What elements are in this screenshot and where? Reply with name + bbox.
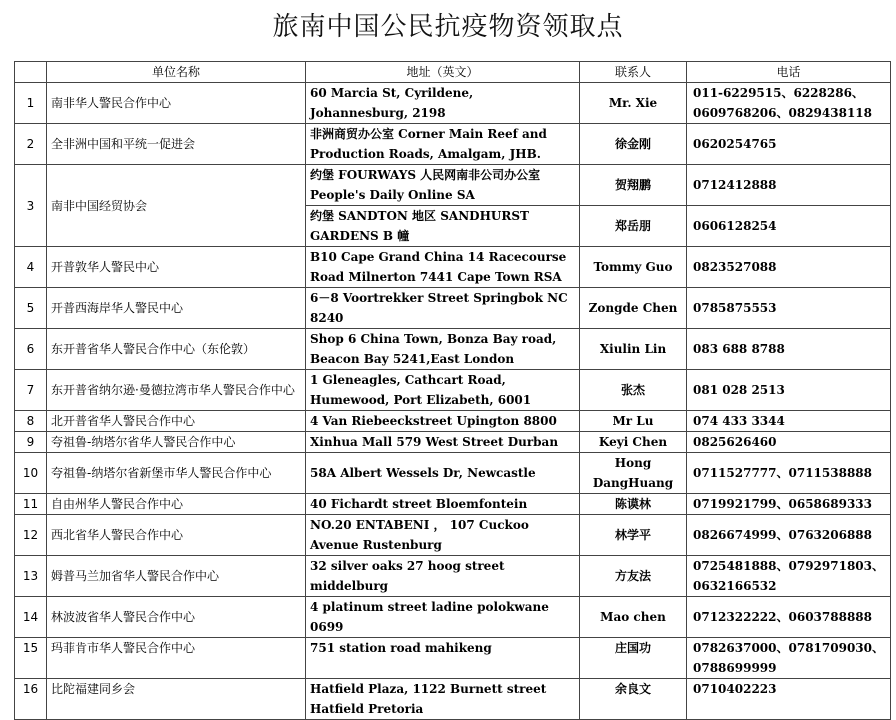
unit-name: 夸祖鲁-纳塔尔省新堡市华人警民合作中心: [47, 453, 306, 494]
unit-name: 比陀福建同乡会: [47, 679, 306, 720]
phone: 0620254765: [687, 124, 891, 165]
contact-person: Hong DangHuang: [580, 453, 687, 494]
table-row: [15, 165, 891, 206]
row-number: 4: [15, 247, 47, 288]
phone: 0785875553: [687, 288, 891, 329]
row-number: 9: [15, 432, 47, 453]
row-number: 1: [15, 83, 47, 124]
contact-person: 张杰: [580, 370, 687, 411]
unit-name: 西北省华人警民合作中心: [47, 515, 306, 556]
row-number: 8: [15, 411, 47, 432]
address: 1 Gleneagles, Cathcart Road, Humewood, Port Elizabeth, 6001: [306, 370, 580, 411]
header-address: 地址（英文）: [306, 62, 580, 83]
unit-name: 姆普马兰加省华人警民合作中心: [47, 556, 306, 597]
phone: 0782637000、0781709030、0788699999: [687, 638, 891, 679]
unit-name: 东开普省纳尔逊·曼德拉湾市华人警民合作中心: [47, 370, 306, 411]
address: Xinhua Mall 579 West Street Durban: [306, 432, 580, 453]
phone: 0712322222、0603788888: [687, 597, 891, 638]
contact-person: Tommy Guo: [580, 247, 687, 288]
phone: 0606128254: [687, 206, 891, 247]
row-number: 14: [15, 597, 47, 638]
contact-person: Xiulin Lin: [580, 329, 687, 370]
address: Hatfield Plaza, 1122 Burnett street Hatfield Pretoria: [306, 679, 580, 720]
address: 40 Fichardt street Bloemfontein: [306, 494, 580, 515]
table-row: [15, 83, 891, 124]
table-row: [15, 679, 891, 720]
row-number: 12: [15, 515, 47, 556]
table-row: [15, 597, 891, 638]
row-number: 13: [15, 556, 47, 597]
contact-person: 贺翔鹏: [580, 165, 687, 206]
address: 4 platinum street ladine polokwane 0699: [306, 597, 580, 638]
phone: 0719921799、0658689333: [687, 494, 891, 515]
address: 非洲商贸办公室 Corner Main Reef and Production Roads, Amalgam, JHB.: [306, 124, 580, 165]
table-row: [15, 638, 891, 679]
row-number: 6: [15, 329, 47, 370]
table-row: [15, 494, 891, 515]
address: NO.20 ENTABENI ， 107 Cuckoo Avenue Rustenburg: [306, 515, 580, 556]
table-row: [15, 432, 891, 453]
contact-person: 林学平: [580, 515, 687, 556]
table-row: [15, 288, 891, 329]
address: 4 Van Riebeeckstreet Upington 8800: [306, 411, 580, 432]
contact-person: 方友法: [580, 556, 687, 597]
address: 约堡 FOURWAYS 人民网南非公司办公室 People's Daily Online SA: [306, 165, 580, 206]
contact-person: 庄国功: [580, 638, 687, 679]
unit-name: 南非华人警民合作中心: [47, 83, 306, 124]
phone: 081 028 2513: [687, 370, 891, 411]
row-number: 16: [15, 679, 47, 720]
table-row: [15, 247, 891, 288]
unit-name: 玛菲肯市华人警民合作中心: [47, 638, 306, 679]
address: 约堡 SANDTON 地区 SANDHURST GARDENS B 幢: [306, 206, 580, 247]
contact-person: 徐金刚: [580, 124, 687, 165]
address: B10 Cape Grand China 14 Racecourse Road Milnerton 7441 Cape Town RSA: [306, 247, 580, 288]
header-phone: 电话: [687, 62, 891, 83]
contact-person: 郑岳朋: [580, 206, 687, 247]
contact-person: Mr. Xie: [580, 83, 687, 124]
contact-person: Mr Lu: [580, 411, 687, 432]
table-header-row: [15, 62, 891, 83]
address: 6－8 Voortrekker Street Springbok NC 8240: [306, 288, 580, 329]
unit-name: 全非洲中国和平统一促进会: [47, 124, 306, 165]
contact-person: 陈谟林: [580, 494, 687, 515]
address: Shop 6 China Town, Bonza Bay road, Beacon Bay 5241,East London: [306, 329, 580, 370]
table-row: [15, 453, 891, 494]
phone: 0825626460: [687, 432, 891, 453]
row-number: 3: [15, 165, 47, 247]
unit-name: 开普敦华人警民中心: [47, 247, 306, 288]
table-row: [15, 411, 891, 432]
address: 751 station road mahikeng: [306, 638, 580, 679]
phone: 0823527088: [687, 247, 891, 288]
phone: 0712412888: [687, 165, 891, 206]
row-number: 15: [15, 638, 47, 679]
unit-name: 南非中国经贸协会: [47, 165, 306, 247]
contact-person: Mao chen: [580, 597, 687, 638]
header-contact: 联系人: [580, 62, 687, 83]
row-number: 5: [15, 288, 47, 329]
phone: 0710402223: [687, 679, 891, 720]
phone: 011-6229515、6228286、0609768206、0829438118: [687, 83, 891, 124]
unit-name: 开普西海岸华人警民中心: [47, 288, 306, 329]
address: 60 Marcia St, Cyrildene, Johannesburg, 2198: [306, 83, 580, 124]
address: 58A Albert Wessels Dr, Newcastle: [306, 453, 580, 494]
contact-person: Zongde Chen: [580, 288, 687, 329]
page-title: 旅南中国公民抗疫物资领取点: [272, 12, 624, 42]
unit-name: 自由州华人警民合作中心: [47, 494, 306, 515]
distribution-points-table: [14, 61, 891, 720]
row-number: 2: [15, 124, 47, 165]
header-unit: 单位名称: [47, 62, 306, 83]
phone: 074 433 3344: [687, 411, 891, 432]
row-number: 10: [15, 453, 47, 494]
unit-name: 东开普省华人警民合作中心（东伦敦）: [47, 329, 306, 370]
unit-name: 林波波省华人警民合作中心: [47, 597, 306, 638]
phone: 0826674999、0763206888: [687, 515, 891, 556]
unit-name: 夸祖鲁-纳塔尔省华人警民合作中心: [47, 432, 306, 453]
header-index: [15, 62, 47, 83]
phone: 0711527777、0711538888: [687, 453, 891, 494]
row-number: 7: [15, 370, 47, 411]
phone: 0725481888、0792971803、0632166532: [687, 556, 891, 597]
contact-person: Keyi Chen: [580, 432, 687, 453]
phone: 083 688 8788: [687, 329, 891, 370]
table-row: [15, 556, 891, 597]
unit-name: 北开普省华人警民合作中心: [47, 411, 306, 432]
contact-person: 余良文: [580, 679, 687, 720]
table-row: [15, 329, 891, 370]
table-row: [15, 370, 891, 411]
table-row: [15, 515, 891, 556]
row-number: 11: [15, 494, 47, 515]
address: 32 silver oaks 27 hoog street middelburg: [306, 556, 580, 597]
table-row: [15, 124, 891, 165]
